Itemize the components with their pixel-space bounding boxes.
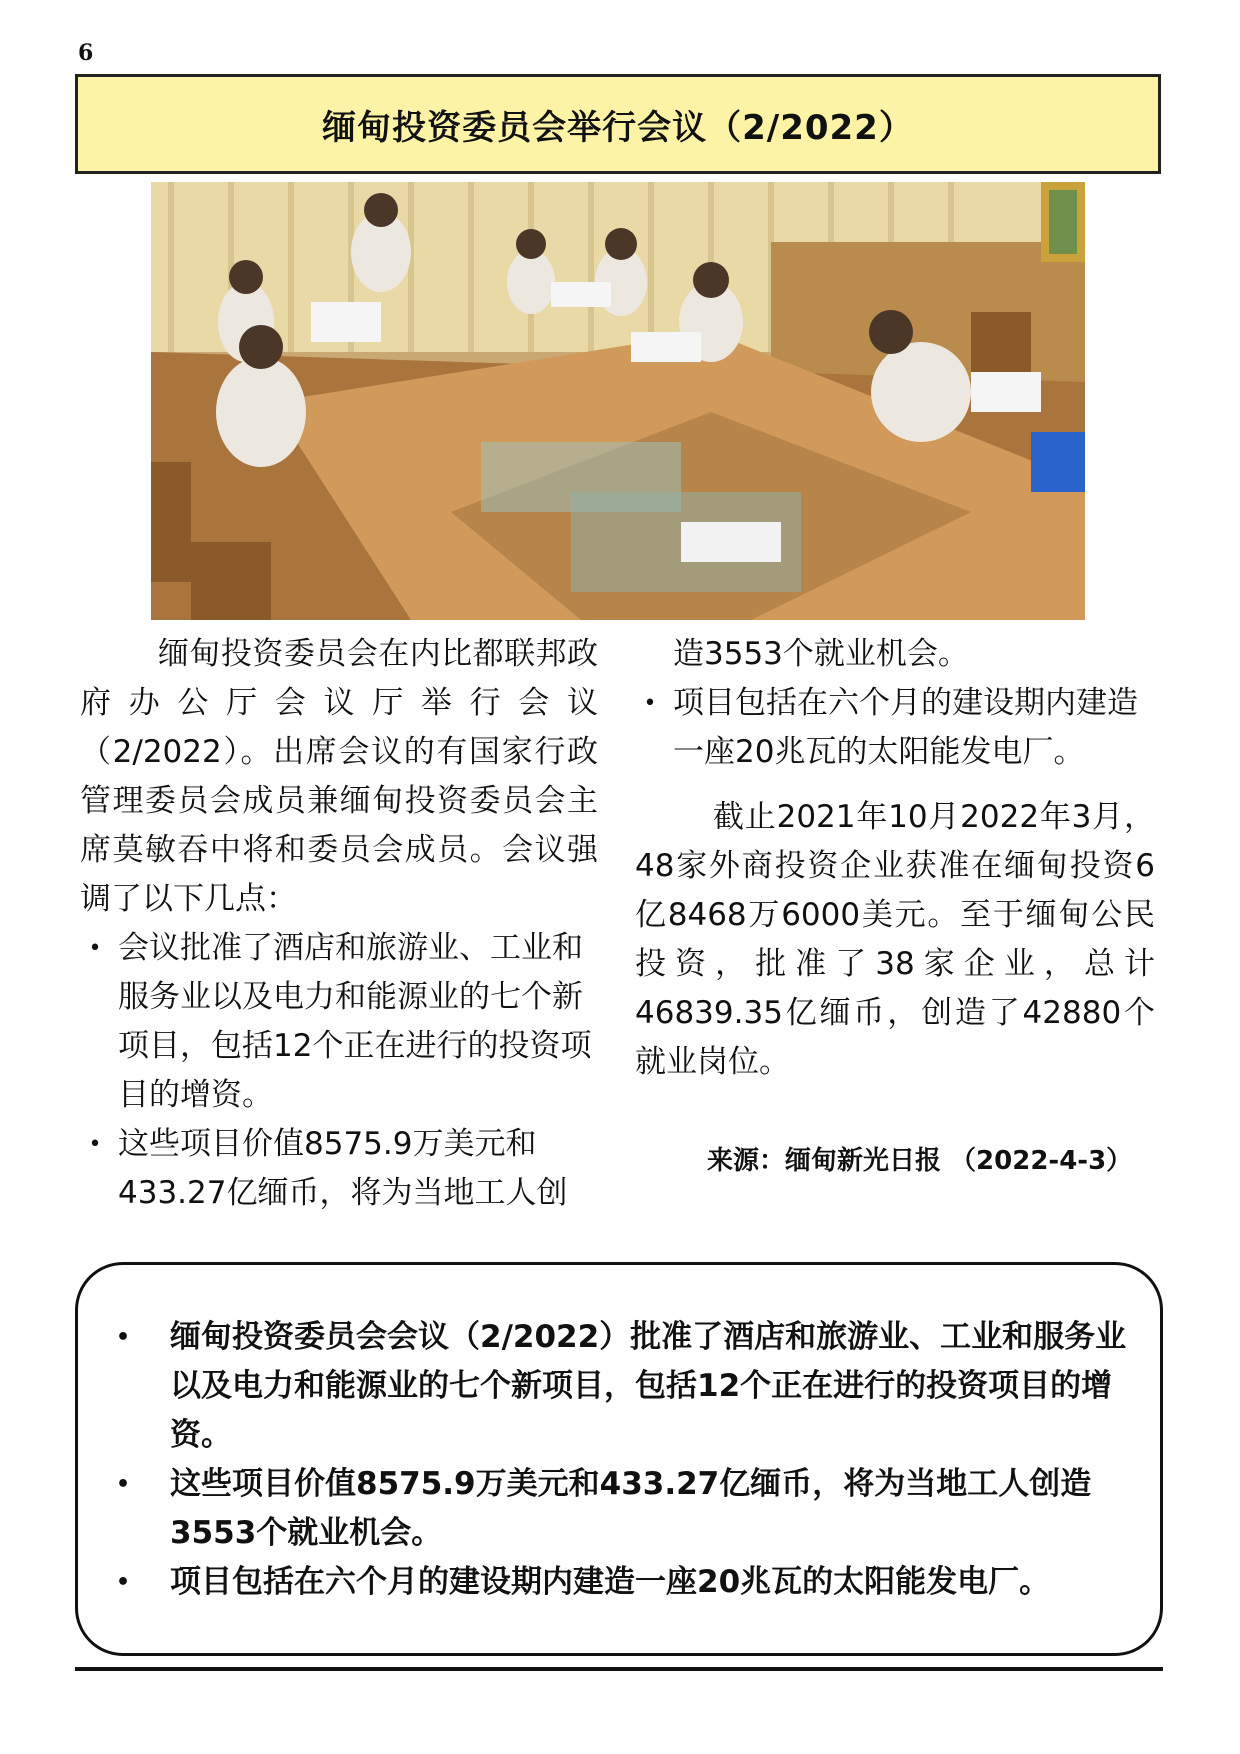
list-item-continuation — [635, 630, 1155, 679]
right-bullet-list — [635, 630, 1155, 777]
summary-text: 缅甸投资委员会会议（2/2022）批准了酒店和旅游业、工业和服务业以及电力和能源业的七个新项目，包括12个正在进行的投资项目的增资。 — [170, 1319, 1127, 1453]
right-column — [635, 630, 1155, 1087]
summary-list — [108, 1313, 1132, 1607]
summary-item — [108, 1558, 1132, 1607]
bullet-icon: • — [88, 1132, 102, 1157]
summary-box — [75, 1262, 1163, 1656]
bullet-icon: • — [115, 1325, 131, 1350]
list-item — [80, 924, 598, 1120]
left-column — [80, 630, 598, 1218]
list-item — [80, 1120, 598, 1218]
statistics-paragraph: 截止2021年10月2022年3月，48家外商投资企业获准在缅甸投资6亿8468万6000美元。至于缅甸公民投资，批准了38家企业，总计46839.35亿缅币，创造了42880个就业岗位。 — [635, 799, 1155, 1080]
left-bullet-list — [80, 924, 598, 1218]
page-number: 6 — [78, 40, 94, 66]
source-citation: 来源：缅甸新光日报 （2022-4-3） — [707, 1146, 1133, 1176]
page-title: 缅甸投资委员会举行会议（2/2022） — [322, 107, 914, 148]
summary-item — [108, 1313, 1132, 1460]
bullet-text: 会议批准了酒店和旅游业、工业和服务业以及电力和能源业的七个新项目，包括12个正在进行的投资项目的增资。 — [118, 930, 592, 1113]
bullet-text: 这些项目价值8575.9万美元和433.27亿缅币，将为当地工人创 — [118, 1126, 568, 1211]
bullet-icon: • — [643, 691, 657, 716]
bullet-icon: • — [88, 936, 102, 961]
title-banner — [75, 74, 1161, 174]
bottom-divider — [75, 1667, 1163, 1671]
summary-text: 这些项目价值8575.9万美元和433.27亿缅币，将为当地工人创造3553个就业机会。 — [170, 1466, 1092, 1551]
summary-text: 项目包括在六个月的建设期内建造一座20兆瓦的太阳能发电厂。 — [170, 1564, 1051, 1600]
bullet-icon: • — [115, 1570, 131, 1595]
intro-paragraph: 缅甸投资委员会在内比都联邦政府办公厅会议厅举行会议（2/2022）。出席会议的有国家行政管理委员会成员兼缅甸投资委员会主席莫敏吞中将和委员会成员。会议强调了以下几点： — [80, 636, 598, 917]
bullet-icon: • — [115, 1472, 131, 1497]
bullet-text: 项目包括在六个月的建设期内建造一座20兆瓦的太阳能发电厂。 — [673, 685, 1138, 770]
meeting-photo — [151, 182, 1085, 620]
bullet-text: 造3553个就业机会。 — [673, 636, 969, 672]
list-item — [635, 679, 1155, 777]
summary-item — [108, 1460, 1132, 1558]
meeting-photo-illustration — [151, 182, 1085, 620]
